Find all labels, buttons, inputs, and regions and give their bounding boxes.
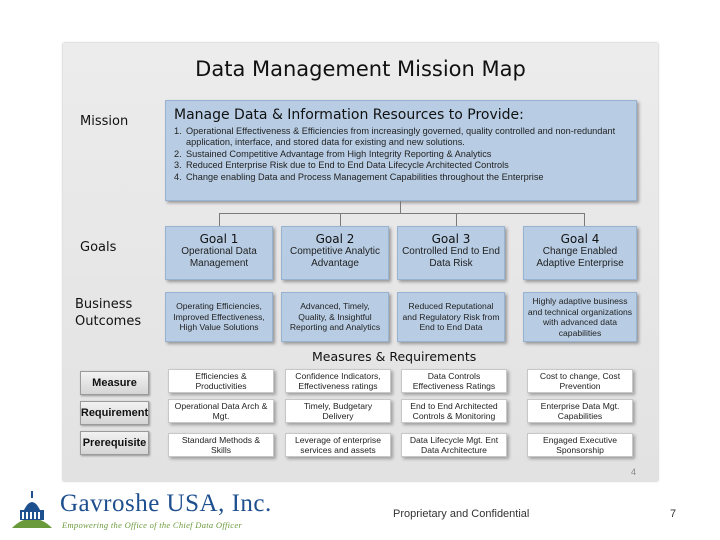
footer-confidential: Proprietary and Confidential — [393, 508, 530, 520]
row-label-mission: Mission — [80, 114, 129, 129]
measure-cell: Confidence Indicators, Effectiveness ratings — [285, 369, 391, 393]
row-label-prerequisite: Prerequisite — [80, 431, 149, 455]
mission-heading: Manage Data & Information Resources to Provide: — [174, 107, 524, 123]
mission-item: 1. Operational Effectiveness & Efficiencies from increasingly governed, quality controlled and non-redundant application, interface, and stored data for existing and new solutions. — [174, 126, 616, 148]
measure-cell: Efficiencies & Productivities — [168, 369, 274, 393]
row-label-requirement: Requirement — [80, 401, 149, 425]
outcome-box: Highly adaptive business and technical organizations with advanced data capabilities — [523, 292, 637, 342]
mission-item: 4. Change enabling Data and Process Management Capabilities throughout the Enterprise — [174, 171, 544, 182]
goal-box — [281, 226, 389, 280]
goal-box — [397, 226, 505, 280]
measure-cell: Cost to change, Cost Prevention — [527, 369, 633, 393]
row-label-goals: Goals — [80, 240, 117, 255]
connector-line — [219, 213, 220, 226]
requirement-cell: Timely, Budgetary Delivery — [285, 399, 391, 423]
mission-item: 3. Reduced Enterprise Risk due to End to End Data Lifecycle Architected Controls — [174, 160, 509, 171]
outcome-box: Reduced Reputational and Regulatory Risk from End to End Data — [397, 292, 505, 342]
capitol-logo-icon — [8, 488, 56, 530]
prerequisite-cell: Engaged Executive Sponsorship — [527, 433, 633, 457]
prerequisite-cell: Standard Methods & Skills — [168, 433, 274, 457]
slide-number: 4 — [630, 467, 636, 477]
row-label-measure: Measure — [80, 371, 149, 395]
mission-list — [174, 126, 628, 183]
connector-line — [584, 213, 585, 226]
prerequisite-cell: Data Lifecycle Mgt. Ent Data Architecture — [401, 433, 507, 457]
requirement-cell: Enterprise Data Mgt. Capabilities — [527, 399, 633, 423]
goal-text: Controlled End to End Data Risk — [402, 246, 500, 269]
slide-image — [63, 43, 658, 481]
goal-text: Change Enabled Adaptive Enterprise — [536, 246, 624, 269]
goal-title: Goal 3 — [431, 232, 471, 246]
goal-title: Goal 2 — [315, 232, 355, 246]
row-label-outcomes-line2: Outcomes — [75, 314, 142, 329]
outcome-box: Advanced, Timely, Quality, & Insightful Reporting and Analytics — [281, 292, 389, 342]
goal-text: Competitive Analytic Advantage — [289, 246, 381, 269]
goal-text: Operational Data Management — [181, 246, 257, 269]
requirement-cell: End to End Architected Controls & Monitoring — [401, 399, 507, 423]
outcome-box: Operating Efficiencies, Improved Effectiveness, High Value Solutions — [165, 292, 273, 342]
mission-box — [165, 100, 637, 201]
mission-item: 2. Sustained Competitive Advantage from High Integrity Reporting & Analytics — [174, 148, 492, 159]
row-label-outcomes — [75, 296, 141, 330]
row-label-outcomes-line1: Business — [75, 297, 133, 312]
goal-box — [165, 226, 273, 280]
goal-box — [523, 226, 637, 280]
page-number: 7 — [670, 508, 677, 520]
goal-title: Goal 4 — [560, 232, 600, 246]
connector-line — [456, 213, 457, 226]
company-logo-text: Gavroshe USA, Inc. — [60, 490, 272, 517]
diagram-title: Data Management Mission Map — [195, 57, 526, 81]
connector-line — [219, 213, 585, 214]
goal-title: Goal 1 — [199, 232, 239, 246]
measure-cell: Data Controls Effectiveness Ratings — [401, 369, 507, 393]
prerequisite-cell: Leverage of enterprise services and assets — [285, 433, 391, 457]
requirement-cell: Operational Data Arch & Mgt. — [168, 399, 274, 423]
connector-line — [340, 213, 341, 226]
connector-line — [400, 201, 401, 213]
company-tagline: Empowering the Office of the Chief Data Officer — [62, 520, 243, 530]
measures-heading: Measures & Requirements — [312, 349, 477, 364]
